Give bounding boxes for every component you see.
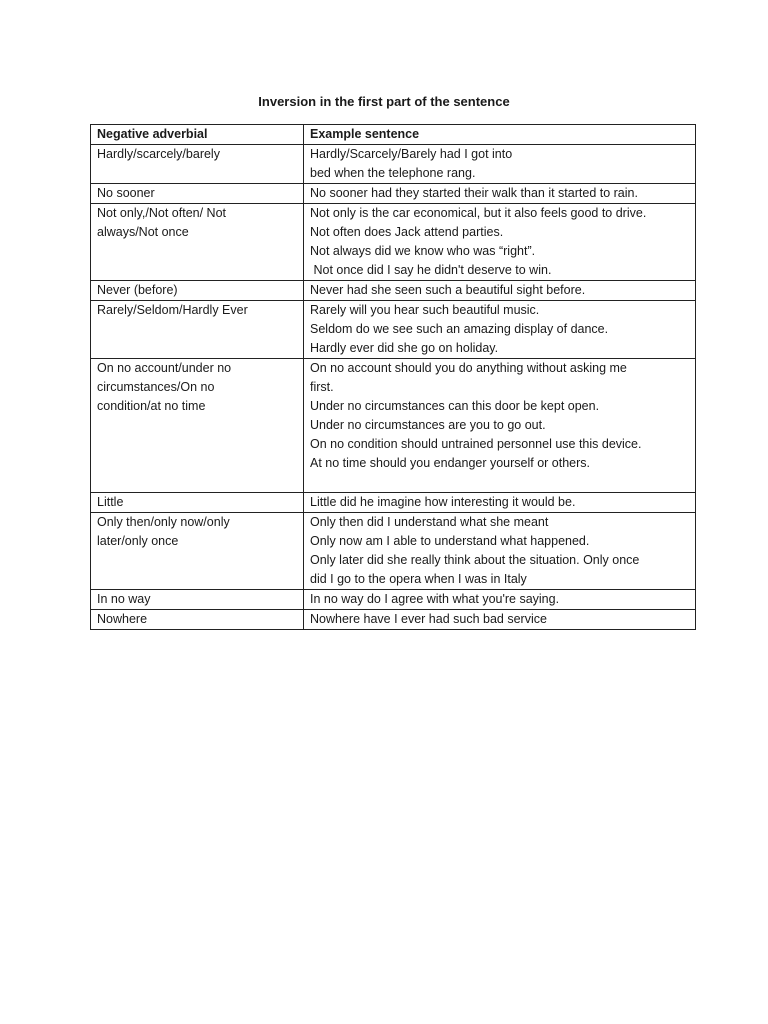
adverbial-line: In no way (97, 592, 151, 606)
table-row (91, 610, 696, 630)
table-row (91, 493, 696, 513)
adverbial-cell (91, 513, 304, 590)
example-line: Under no circumstances are you to go out. (310, 418, 546, 432)
example-line: Hardly/Scarcely/Barely had I got into (310, 147, 513, 161)
example-line: Little did he imagine how interesting it would be. (310, 495, 576, 509)
example-line: Not only is the car economical, but it also feels good to drive. (310, 206, 647, 220)
example-cell (304, 204, 696, 281)
example-line: Nowhere have I ever had such bad service (310, 612, 547, 626)
table-row (91, 145, 696, 184)
example-cell (304, 493, 696, 513)
example-cell (304, 145, 696, 184)
example-cell (304, 590, 696, 610)
adverbial-line: circumstances/On no (97, 380, 215, 394)
table-row (91, 590, 696, 610)
adverbial-cell (91, 301, 304, 359)
example-line: Not once did I say he didn't deserve to win. (310, 263, 552, 277)
example-line: In no way do I agree with what you're saying. (310, 592, 560, 606)
adverbial-cell (91, 145, 304, 184)
column-header-adverbial: Negative adverbial (91, 125, 304, 145)
example-line: Only now am I able to understand what happened. (310, 534, 590, 548)
adverbial-cell (91, 281, 304, 301)
adverbial-line: later/only once (97, 534, 179, 548)
example-cell (304, 281, 696, 301)
table-row (91, 359, 696, 493)
example-cell (304, 301, 696, 359)
example-line: On no account should you do anything without asking me (310, 361, 627, 375)
document-title: Inversion in the first part of the sentence (258, 94, 510, 109)
adverbial-cell (91, 184, 304, 204)
example-line: No sooner had they started their walk than it started to rain. (310, 186, 638, 200)
adverbial-line: On no account/under no (97, 361, 232, 375)
adverbial-cell (91, 610, 304, 630)
adverbial-cell (91, 204, 304, 281)
example-line: did I go to the opera when I was in Italy (310, 572, 527, 586)
example-line: At no time should you endanger yourself or others. (310, 456, 591, 470)
example-cell (304, 184, 696, 204)
adverbial-cell (91, 493, 304, 513)
table-row (91, 513, 696, 590)
example-line: first. (310, 380, 334, 394)
example-line: bed when the telephone rang. (310, 166, 476, 180)
table-row (91, 184, 696, 204)
example-line: Rarely will you hear such beautiful music. (310, 303, 540, 317)
adverbial-cell (91, 590, 304, 610)
adverbial-line: Never (before) (97, 283, 178, 297)
example-line: Only later did she really think about the situation. Only once (310, 553, 640, 567)
example-cell (304, 513, 696, 590)
example-line: Hardly ever did she go on holiday. (310, 341, 499, 355)
example-line: Under no circumstances can this door be kept open. (310, 399, 600, 413)
table-row (91, 301, 696, 359)
example-line: Only then did I understand what she meant (310, 515, 549, 529)
adverbial-line: Only then/only now/only (97, 515, 230, 529)
example-line: Seldom do we see such an amazing display of dance. (310, 322, 609, 336)
adverbial-line: Rarely/Seldom/Hardly Ever (97, 303, 248, 317)
table-row (91, 281, 696, 301)
table-row (91, 204, 696, 281)
inversion-table (90, 124, 696, 630)
adverbial-line: Nowhere (97, 612, 148, 626)
example-line: Not often does Jack attend parties. (310, 225, 504, 239)
adverbial-line: condition/at no time (97, 399, 206, 413)
adverbial-line: Not only,/Not often/ Not (97, 206, 226, 220)
example-cell (304, 610, 696, 630)
example-line: Not always did we know who was “right”. (310, 244, 536, 258)
table-header-row (91, 125, 696, 145)
adverbial-line: always/Not once (97, 225, 189, 239)
example-cell (304, 359, 696, 493)
adverbial-line: No sooner (97, 186, 155, 200)
adverbial-line: Hardly/scarcely/barely (97, 147, 220, 161)
example-line: Never had she seen such a beautiful sight before. (310, 283, 586, 297)
column-header-example: Example sentence (304, 125, 696, 145)
example-line: On no condition should untrained personnel use this device. (310, 437, 642, 451)
adverbial-line: Little (97, 495, 124, 509)
adverbial-cell (91, 359, 304, 493)
